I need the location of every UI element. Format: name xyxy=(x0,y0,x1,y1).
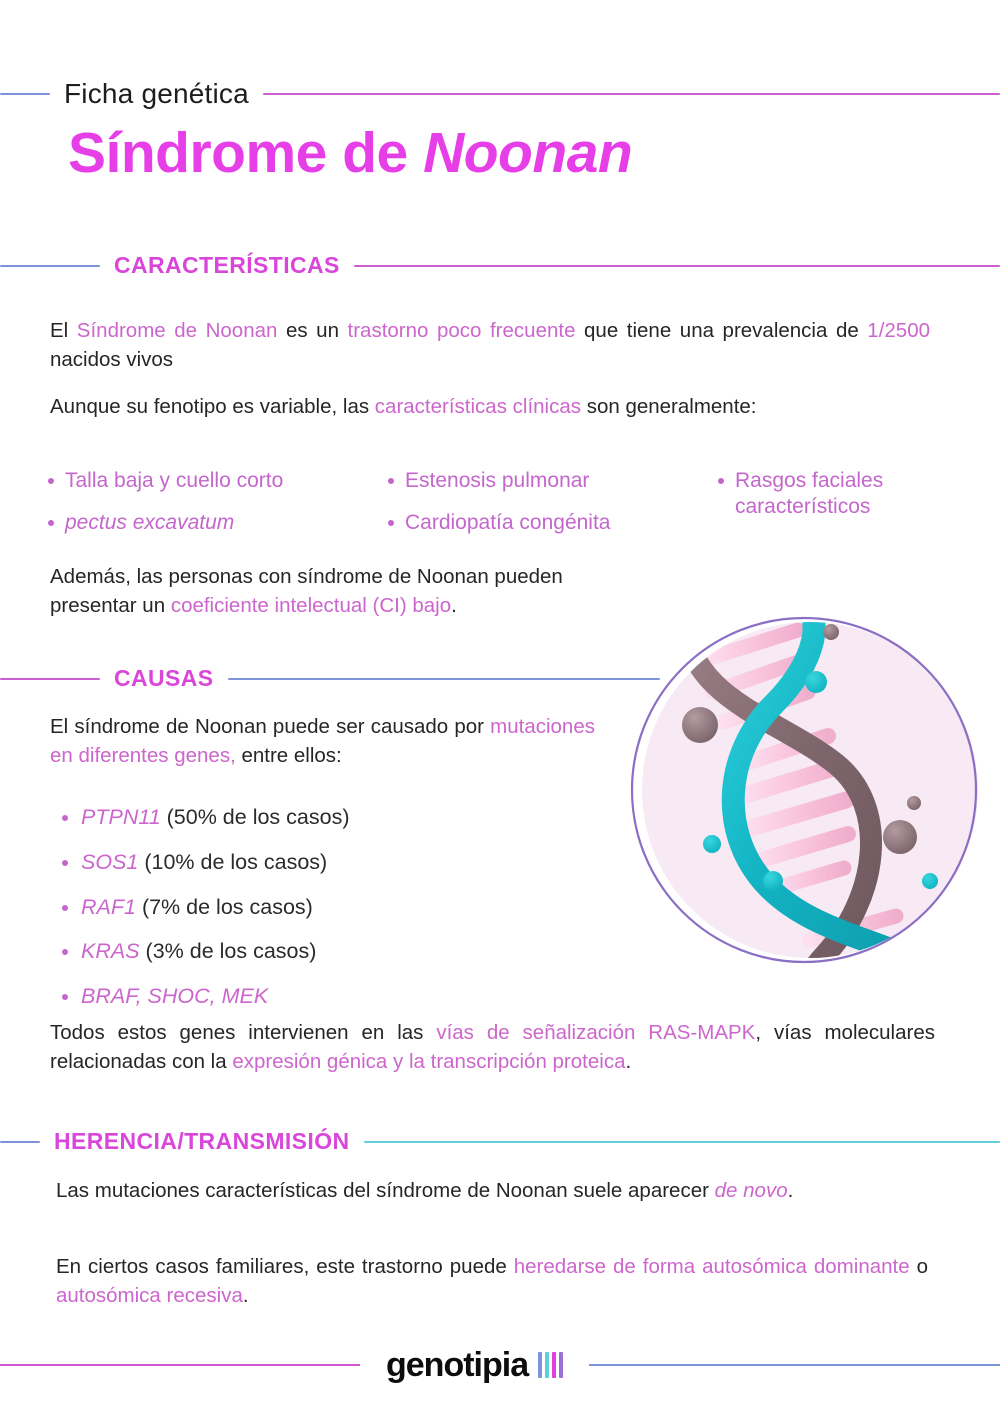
eyebrow-label: Ficha genética xyxy=(64,78,249,109)
section-header-causas xyxy=(0,665,660,692)
dna-particle xyxy=(703,835,721,853)
dna-particle xyxy=(922,873,938,889)
highlight-ras-mapk: vías de señalización RAS-MAPK xyxy=(436,1021,756,1044)
gene-detail: (3% de los casos) xyxy=(139,939,317,964)
feature-label: Talla baja y cuello corto xyxy=(65,469,284,492)
section-header-herencia xyxy=(0,1128,1000,1155)
list-item xyxy=(48,510,388,536)
gene-name: BRAF, SHOC, MEK xyxy=(81,984,269,1009)
feature-label: pectus excavatum xyxy=(65,511,235,535)
bullet-dot-icon xyxy=(388,520,394,526)
list-item xyxy=(62,984,582,1010)
section-rule-right-herencia xyxy=(364,1141,1000,1143)
bullet-dot-icon xyxy=(48,478,54,484)
section-rule-right-caracteristicas xyxy=(354,265,1000,267)
feature-label: Estenosis pulmonar xyxy=(405,469,590,492)
highlight-prevalence-value: 1/2500 xyxy=(867,319,930,342)
brand-logo xyxy=(386,1348,563,1382)
brand-logo-text: genotipia xyxy=(386,1346,529,1384)
eyebrow-row xyxy=(0,78,1000,110)
text-segment: Todos estos genes intervienen en las xyxy=(50,1021,437,1044)
highlight-trastorno-poco-frecuente: trastorno poco frecuente xyxy=(347,319,576,342)
bullet-dot-icon xyxy=(62,905,68,911)
highlight-autosomica-dominante: heredarse de forma autosómica dominante xyxy=(513,1255,910,1278)
page-header xyxy=(0,78,1000,184)
dna-particle xyxy=(907,796,921,810)
list-item xyxy=(62,895,582,921)
list-item xyxy=(62,850,582,876)
section-title-herencia: HERENCIA/TRANSMISIÓN xyxy=(54,1128,350,1154)
text-segment: Aunque su fenotipo es variable, las xyxy=(50,395,375,418)
bullet-dot-icon xyxy=(718,478,724,484)
dna-illustration xyxy=(628,568,978,1018)
text-segment: nacidos vivos xyxy=(50,348,174,372)
text-segment: . xyxy=(625,1050,632,1074)
eyebrow-rule-left xyxy=(0,93,50,95)
dna-particle xyxy=(883,820,917,854)
page-title-plain: Síndrome de xyxy=(68,121,424,185)
bullet-dot-icon xyxy=(48,520,54,526)
list-item xyxy=(62,805,582,831)
gene-list xyxy=(62,805,582,1029)
text-segment: son generalmente: xyxy=(581,395,757,418)
dna-double-helix-icon xyxy=(628,568,978,1018)
dna-particle xyxy=(805,671,827,693)
highlight-expresion-genica: expresión génica y la transcripción proteica xyxy=(232,1050,626,1074)
paragraph-phenotype xyxy=(50,392,930,421)
dna-particle xyxy=(682,707,718,743)
gene-detail: (50% de los casos) xyxy=(160,805,350,829)
gene-detail: (7% de los casos) xyxy=(135,894,313,919)
text-segment: El síndrome de Noonan puede ser causado por xyxy=(50,715,491,738)
text-segment: El xyxy=(50,319,77,342)
features-column-2 xyxy=(388,468,718,553)
gene-detail: (10% de los casos) xyxy=(138,849,328,874)
list-item xyxy=(388,510,718,536)
paragraph-ras-mapk xyxy=(50,1018,935,1076)
highlight-sindrome-noonan: Síndrome de Noonan xyxy=(76,319,278,342)
paragraph-inheritance xyxy=(56,1252,928,1310)
features-column-3 xyxy=(718,468,953,553)
dna-particle xyxy=(823,624,839,640)
feature-label: Rasgos faciales característicos xyxy=(735,469,884,519)
text-segment: o xyxy=(909,1255,928,1278)
list-item xyxy=(718,468,953,521)
clinical-features-list xyxy=(48,468,953,553)
eyebrow-rule-right xyxy=(263,93,1000,95)
bullet-dot-icon xyxy=(62,815,68,821)
page-footer xyxy=(0,1348,1000,1382)
page-title xyxy=(68,121,1000,185)
paragraph-de-novo xyxy=(56,1176,928,1205)
gene-name: PTPN11 xyxy=(81,805,161,829)
list-item xyxy=(62,939,582,965)
footer-rule-right xyxy=(589,1364,1000,1366)
section-rule-right-causas xyxy=(228,678,660,680)
highlight-mutaciones-genes: mutaciones en diferentes genes, xyxy=(50,715,595,768)
text-segment: . xyxy=(451,594,457,618)
page-title-italic: Noonan xyxy=(423,121,633,185)
section-header-caracteristicas xyxy=(0,252,1000,279)
section-title-causas: CAUSAS xyxy=(114,665,214,691)
gene-entry xyxy=(81,850,327,876)
gene-name: KRAS xyxy=(81,939,140,964)
footer-rule-left xyxy=(0,1364,360,1366)
text-segment: es un xyxy=(277,319,348,342)
highlight-de-novo: de novo xyxy=(714,1179,788,1202)
highlight-autosomica-recesiva: autosómica recesiva xyxy=(56,1284,243,1308)
bullet-dot-icon xyxy=(388,478,394,484)
dna-particle xyxy=(763,871,783,891)
text-segment: Además, las personas con síndrome de Noonan pueden presentar un xyxy=(50,565,563,618)
list-item xyxy=(388,468,718,494)
paragraph-prevalence xyxy=(50,316,930,374)
text-segment: Las mutaciones características del síndrome de Noonan suele aparecer xyxy=(56,1179,715,1202)
section-title-caracteristicas: CARACTERÍSTICAS xyxy=(114,252,340,278)
bullet-dot-icon xyxy=(62,994,68,1000)
gene-entry xyxy=(81,984,268,1010)
section-rule-left-caracteristicas xyxy=(0,265,100,267)
features-column-1 xyxy=(48,468,388,553)
text-segment: En ciertos casos familiares, este trastorno puede xyxy=(56,1255,514,1278)
text-segment: que tiene una prevalencia de xyxy=(575,319,868,342)
section-rule-left-herencia xyxy=(0,1141,40,1143)
text-segment: entre ellos: xyxy=(235,744,342,768)
feature-label: Cardiopatía congénita xyxy=(405,511,611,535)
bullet-dot-icon xyxy=(62,949,68,955)
gene-entry xyxy=(81,805,349,831)
highlight-coeficiente-intelectual: coeficiente intelectual (CI) bajo xyxy=(170,594,452,618)
highlight-caracteristicas-clinicas: características clínicas xyxy=(374,395,581,418)
gene-name: SOS1 xyxy=(81,849,139,874)
gene-entry xyxy=(81,939,316,965)
paragraph-iq xyxy=(50,562,630,620)
brand-logo-bars-icon xyxy=(538,1352,563,1378)
gene-name: RAF1 xyxy=(81,894,136,919)
list-item xyxy=(48,468,388,494)
text-segment: . xyxy=(787,1179,794,1202)
gene-entry xyxy=(81,895,313,921)
text-segment: . xyxy=(242,1284,249,1308)
paragraph-causes-intro xyxy=(50,712,595,770)
text-segment: , vías moleculares relacionadas con la xyxy=(50,1021,935,1074)
section-rule-left-causas xyxy=(0,678,100,680)
bullet-dot-icon xyxy=(62,860,68,866)
